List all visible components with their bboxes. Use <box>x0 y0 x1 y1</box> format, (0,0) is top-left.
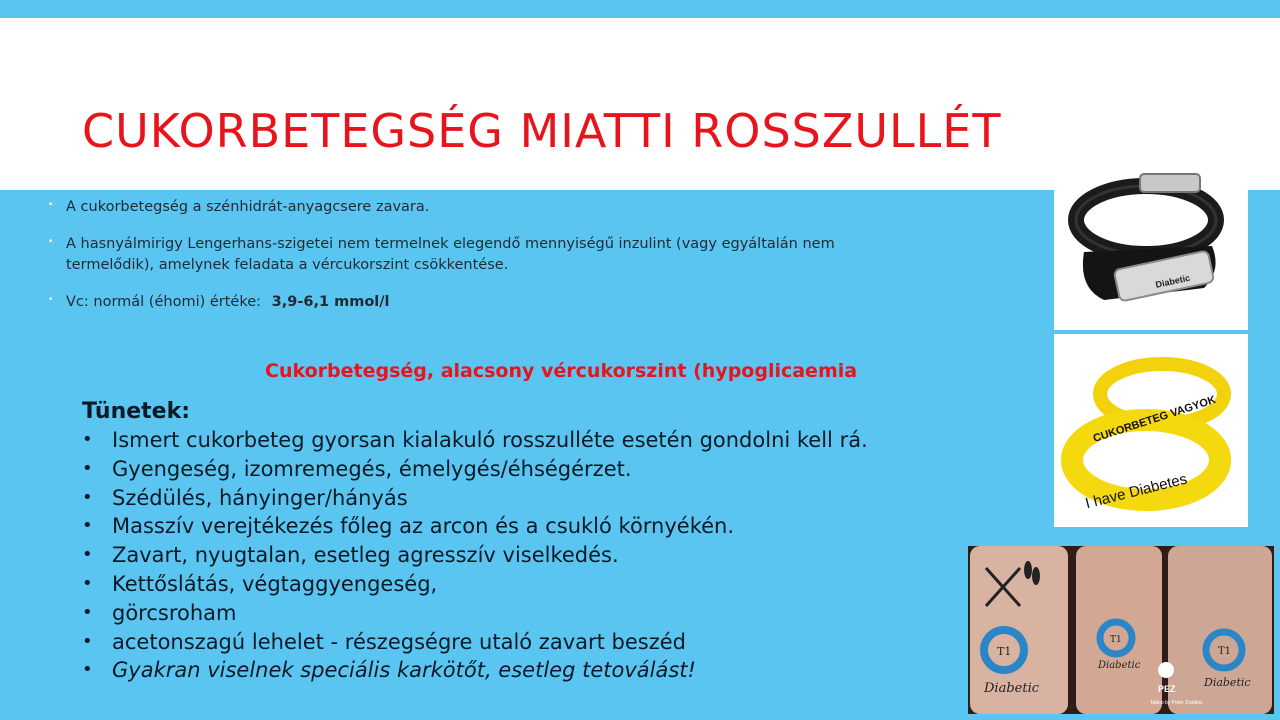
bullet-dot: • <box>48 237 54 247</box>
diabetic-tattoo-photo <box>968 546 1274 714</box>
symptoms-list <box>82 398 1012 685</box>
intro-bullet <box>48 197 868 218</box>
intro-bullet <box>48 234 868 276</box>
symptom-item: • acetonszagú lehelet - részegségre utaló zavart beszéd <box>82 629 687 654</box>
symptoms-heading: Tünetek: <box>82 399 191 424</box>
intro-bullet-text: A hasnyálmirigy Lengerhans-szigetei nem termelnek elegendő mennyiségű inzulint (vagy egyáltalán nem termelődik), amelynek feladata a vércukorszint csökkentése. <box>66 236 835 273</box>
intro-bullet <box>48 292 868 313</box>
tattoo-credit: Tattoo by Peter Zsoldos <box>1150 700 1203 706</box>
yellow-wristband-photo <box>1054 334 1248 527</box>
tattoo-brand: PEZ <box>1158 684 1176 694</box>
symptom-item: • Kettőslátás, végtaggyengeség, <box>82 571 438 596</box>
wristband-text-en: I have Diabetes <box>1083 470 1189 513</box>
symptom-item: • Zavart, nyugtalan, esetleg agresszív viselkedés. <box>82 543 619 568</box>
symptom-item: • Gyakran viselnek speciális karkötőt, esetleg tetoválást! <box>82 658 696 683</box>
section-subheading: Cukorbetegség, alacsony vércukorszint (hypoglicaemia <box>265 360 858 382</box>
slide-title: CUKORBETEGSÉG MIATTI ROSSZULLÉT <box>82 104 1002 158</box>
bracelet-engraving: Diabetic <box>1154 272 1191 290</box>
symptom-item: • Ismert cukorbeteg gyorsan kialakuló rosszulléte esetén gondolni kell rá. <box>82 428 868 452</box>
wristband-text-hu: CUKORBETEG VAGYOK <box>1091 393 1218 445</box>
bullet-dot: • <box>48 295 54 305</box>
tattoo-t1-mid: T1 <box>1110 635 1122 645</box>
tattoo-t1-right: T1 <box>1218 646 1232 657</box>
symptom-item: • görcsroham <box>82 600 237 625</box>
symptom-item: • Masszív verejtékezés főleg az arcon és a csukló környékén. <box>82 514 735 539</box>
intro-bullet-text: A cukorbetegség a szénhidrát-anyagcsere zavara. <box>66 199 430 215</box>
tattoo-label-mid: Diabetic <box>1098 660 1141 671</box>
bullet-dot: • <box>48 200 54 210</box>
tattoo-t1-left: T1 <box>997 645 1012 658</box>
normal-value: 3,9-6,1 mmol/l <box>271 294 390 310</box>
tattoo-label-right: Diabetic <box>1204 676 1251 689</box>
intro-bullet-list <box>48 197 868 329</box>
tattoo-label-left: Diabetic <box>984 681 1040 696</box>
top-accent-band <box>0 0 1280 18</box>
medical-bracelet-photo <box>1054 160 1248 330</box>
normal-value-label: Vc: normál (éhomi) értéke: <box>66 294 262 310</box>
symptom-item: • Gyengeség, izomremegés, émelygés/éhségérzet. <box>82 456 632 481</box>
intro-bullet-text <box>66 292 868 313</box>
symptom-item: • Szédülés, hányinger/hányás <box>82 485 408 510</box>
